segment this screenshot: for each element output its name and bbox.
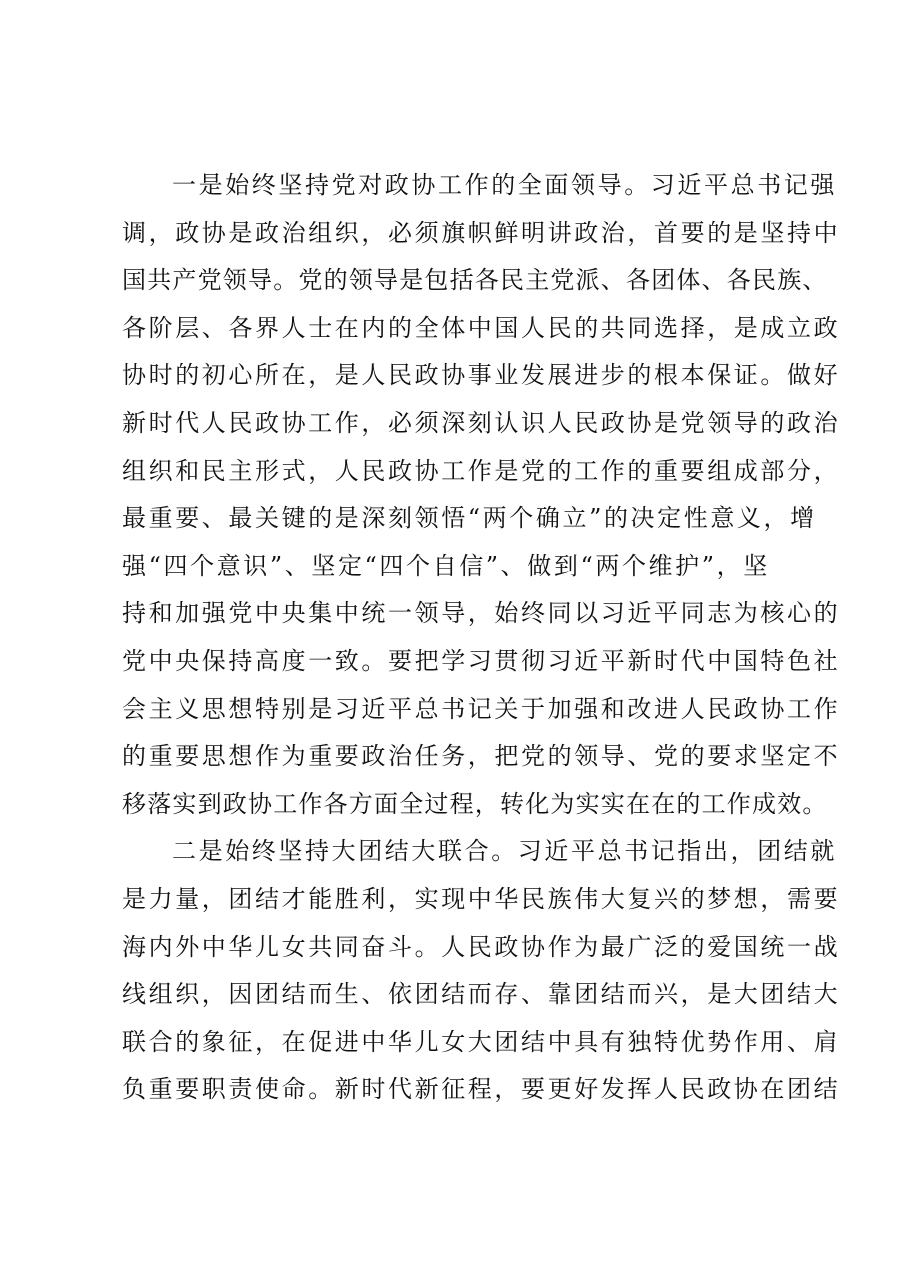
paragraph-1-line-1: 一是始终坚持党对政协工作的全面领导。习近平总书记强 (172, 171, 837, 199)
paragraph-2-line-1: 二是始终坚持大团结大联合。习近平总书记指出，团结就 (172, 837, 837, 866)
paragraph-1-line-10: 持和加强党中央集中统一领导，始终同以习近平同志为核心的 (122, 599, 841, 628)
paragraph-2-line-4: 线组织，因团结而生、依团结而存、靠团结而兴，是大团结大 (122, 980, 841, 1009)
paragraph-1-line-4: 各阶层、各界人士在内的全体中国人民的共同选择，是成立政 (122, 313, 841, 342)
paragraph-1-line-11: 党中央保持高度一致。要把学习贯彻习近平新时代中国特色社 (122, 646, 841, 675)
paragraph-2-line-6: 负重要职责使命。新时代新征程，要更好发挥人民政协在团结 (122, 1075, 841, 1104)
paragraph-1-line-2: 调，政协是政治组织，必须旗帜鲜明讲政治，首要的是坚持中 (122, 218, 841, 247)
paragraph-1-line-8: 最重要、最关键的是深刻领悟“两个确立”的决定性意义，增 (122, 504, 817, 533)
paragraph-1-line-14: 移落实到政协工作各方面全过程，转化为实实在在的工作成效。 (122, 789, 828, 818)
paragraph-1-line-12: 会主义思想特别是习近平总书记关于加强和改进人民政协工作 (122, 694, 841, 723)
paragraph-2-line-3: 海内外中华儿女共同奋斗。人民政协作为最广泛的爱国统一战 (122, 932, 841, 961)
document-body (122, 162, 841, 1114)
paragraph-2-line-5: 联合的象征，在促进中华儿女大团结中具有独特优势作用、肩 (122, 1027, 841, 1056)
paragraph-2-line-2: 是力量，团结才能胜利，实现中华民族伟大复兴的梦想，需要 (122, 884, 841, 913)
paragraph-1-line-9: 强“四个意识”、坚定“四个自信”、做到“两个维护”，坚 (122, 551, 770, 580)
paragraph-1-line-3: 国共产党领导。党的领导是包括各民主党派、各团体、各民族、 (122, 266, 828, 295)
paragraph-1-line-5: 协时的初心所在，是人民政协事业发展进步的根本保证。做好 (122, 361, 841, 390)
paragraph-1-line-13: 的重要思想作为重要政治任务，把党的领导、党的要求坚定不 (122, 742, 841, 771)
paragraph-1-line-6: 新时代人民政协工作，必须深刻认识人民政协是党领导的政治 (122, 408, 841, 437)
paragraph-1-line-7: 组织和民主形式，人民政协工作是党的工作的重要组成部分， (122, 456, 841, 485)
